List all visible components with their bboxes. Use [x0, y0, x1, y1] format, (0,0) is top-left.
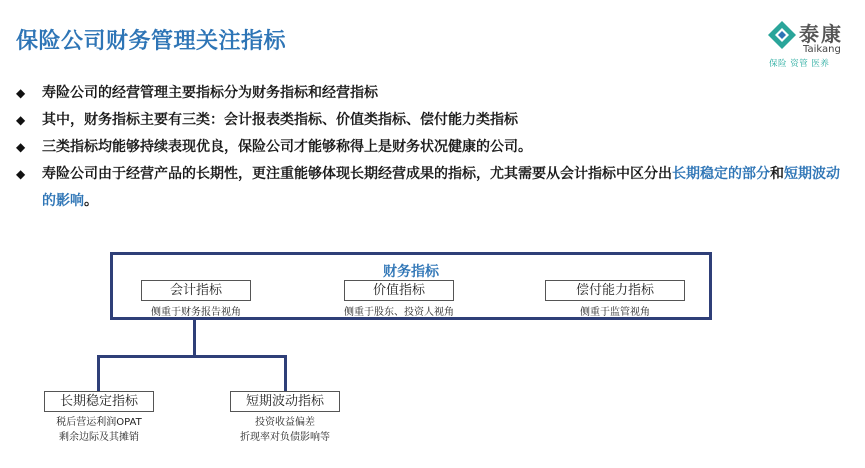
bullet-text: 和 [770, 166, 784, 182]
logo-tagline: 保险 资管 医养 [769, 59, 830, 69]
logo-cn: 泰康 [799, 22, 843, 46]
child-caption-long-term-2: 剩余边际及其摊销 [59, 432, 139, 443]
root-label: 财务指标 [383, 264, 439, 280]
child-box-long-term: 长期稳定指标 [44, 391, 154, 412]
bullet-text: 寿险公司由于经营产品的长期性，更注重能够体现长期经营成果的指标，尤其需要从会计指标中区分出 [42, 166, 672, 182]
connector-right-drop [284, 355, 287, 391]
highlight-text: 长期稳定的部分 [672, 166, 770, 182]
child-caption-short-term-2: 折现率对负债影响等 [240, 432, 330, 443]
bullet-text: 寿险公司的经营管理主要指标分为财务指标和经营指标 [42, 85, 378, 101]
diamond-bullet-icon: ◆ [16, 140, 26, 154]
diamond-bullet-icon: ◆ [16, 113, 26, 127]
bullet-text: 其中，财务指标主要有三类：会计报表类指标、价值类指标、偿付能力类指标 [42, 112, 518, 128]
bullet-text: 。 [84, 193, 98, 209]
logo-en: Taikang [803, 44, 841, 55]
child-caption-long-term-1: 税后营运利润OPAT [56, 417, 142, 428]
highlight-text: 短期波动的影响 [42, 166, 840, 209]
category-box-accounting: 会计指标 [141, 280, 251, 301]
category-caption-value: 侧重于股东、投资人视角 [344, 307, 454, 318]
connector-vertical-main [193, 320, 196, 357]
diamond-bullet-icon: ◆ [16, 167, 26, 181]
page-title: 保险公司财务管理关注指标 [16, 29, 287, 54]
bullet-text: 三类指标均能够持续表现优良，保险公司才能够称得上是财务状况健康的公司。 [42, 139, 532, 155]
category-box-solvency: 偿付能力指标 [545, 280, 685, 301]
child-box-short-term: 短期波动指标 [230, 391, 340, 412]
category-box-value: 价值指标 [344, 280, 454, 301]
connector-horizontal [97, 355, 287, 358]
connector-left-drop [97, 355, 100, 391]
child-caption-short-term-1: 投资收益偏差 [255, 417, 315, 428]
category-caption-solvency: 侧重于监管视角 [580, 307, 650, 318]
diamond-bullet-icon: ◆ [16, 86, 26, 100]
category-caption-accounting: 侧重于财务报告视角 [151, 307, 241, 318]
